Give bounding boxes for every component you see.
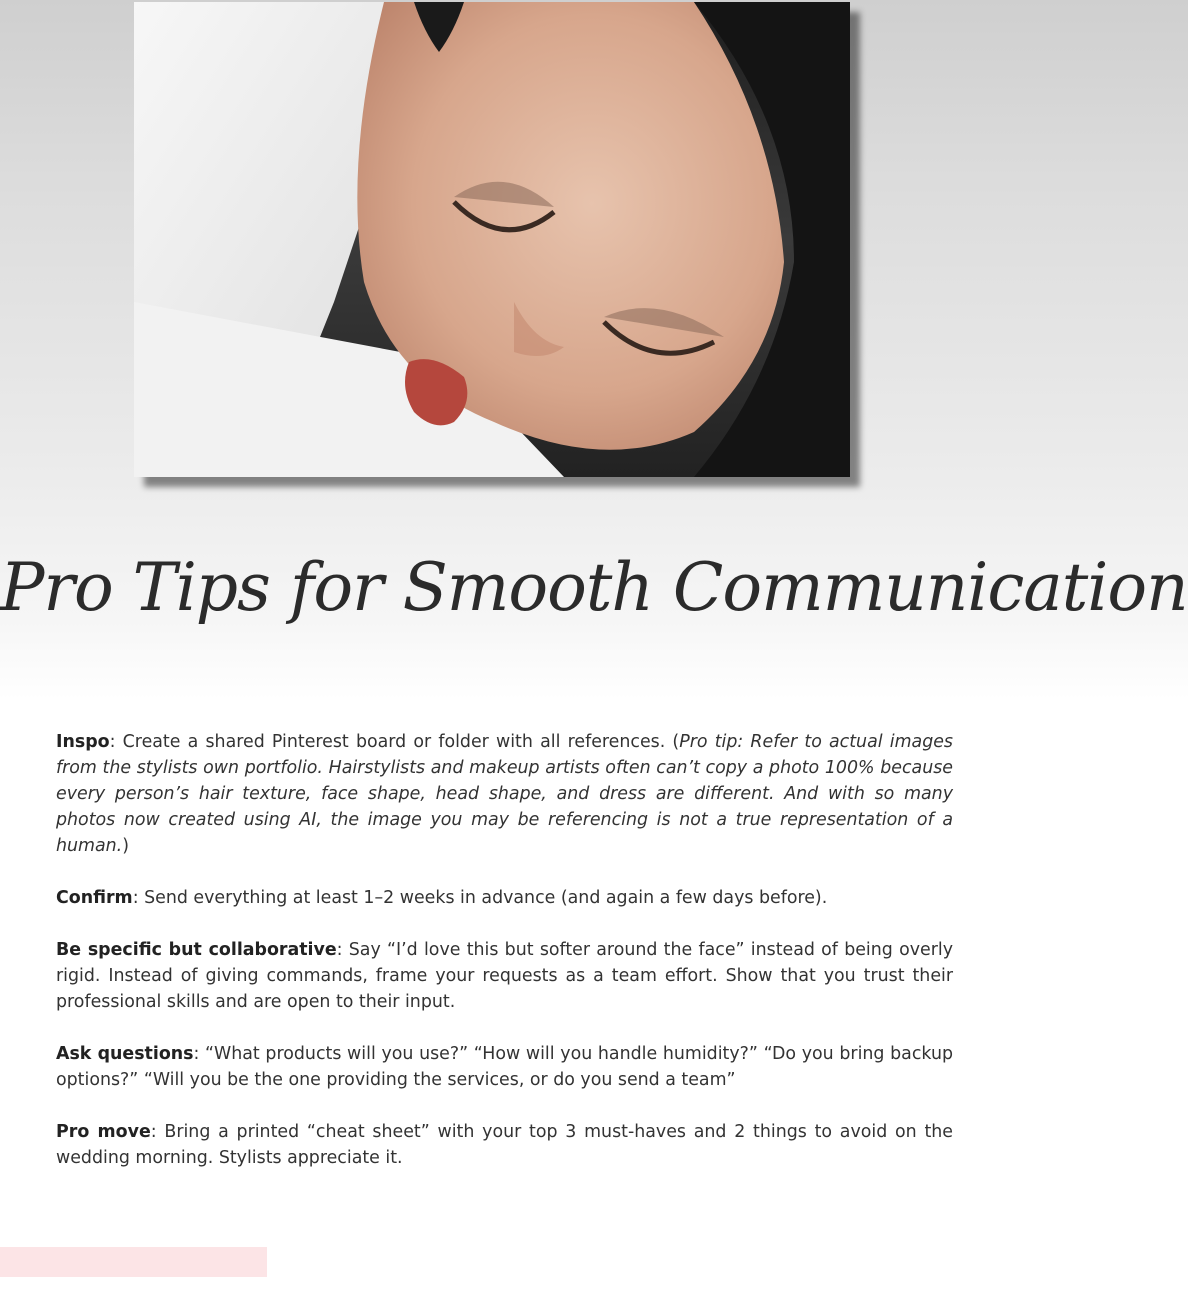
page-title: Pro Tips for Smooth Communication <box>0 549 1188 626</box>
tip-label: Be specific but collaborative <box>56 940 337 960</box>
hero-photo <box>134 2 850 477</box>
tip-ask-questions <box>56 1041 953 1093</box>
tip-label: Inspo <box>56 732 110 752</box>
tip-label: Pro move <box>56 1122 151 1142</box>
tip-text: : Send everything at least 1–2 weeks in advance (and again a few days before). <box>132 888 828 908</box>
tip-note: Pro tip: Refer to actual images from the stylists own portfolio. Hairstylists and makeup artists often can’t copy a photo 100% because every person’s hair texture, face shape, head shape, and dress are different. And with so many photos now created using AI, the image you may be referencing is not a true representation of a human. <box>56 732 953 856</box>
tip-text: : Create a shared Pinterest board or folder with all references. ( <box>109 732 680 752</box>
tip-label: Confirm <box>56 888 133 908</box>
tip-pro-move <box>56 1119 953 1171</box>
tip-label: Ask questions <box>56 1044 194 1064</box>
tip-text-end: ) <box>122 836 129 856</box>
tip-text: : Bring a printed “cheat sheet” with your top 3 must-haves and 2 things to avoid on the wedding morning. Stylists appreciate it. <box>56 1122 953 1168</box>
tip-text: : Say “I’d love this but softer around the face” instead of being overly rigid. Instead of giving commands, frame your requests as a team effort. Show that you trust their professional skills and are open to their input. <box>56 940 953 1012</box>
tip-confirm <box>56 885 953 911</box>
tips-list <box>56 729 953 1197</box>
tip-be-specific <box>56 937 953 1015</box>
tip-inspo <box>56 729 953 859</box>
tip-text: : “What products will you use?” “How will you handle humidity?” “Do you bring backup options?” “Will you be the one providing the services, or do you send a team” <box>56 1044 953 1090</box>
decorative-bar <box>0 1247 267 1277</box>
